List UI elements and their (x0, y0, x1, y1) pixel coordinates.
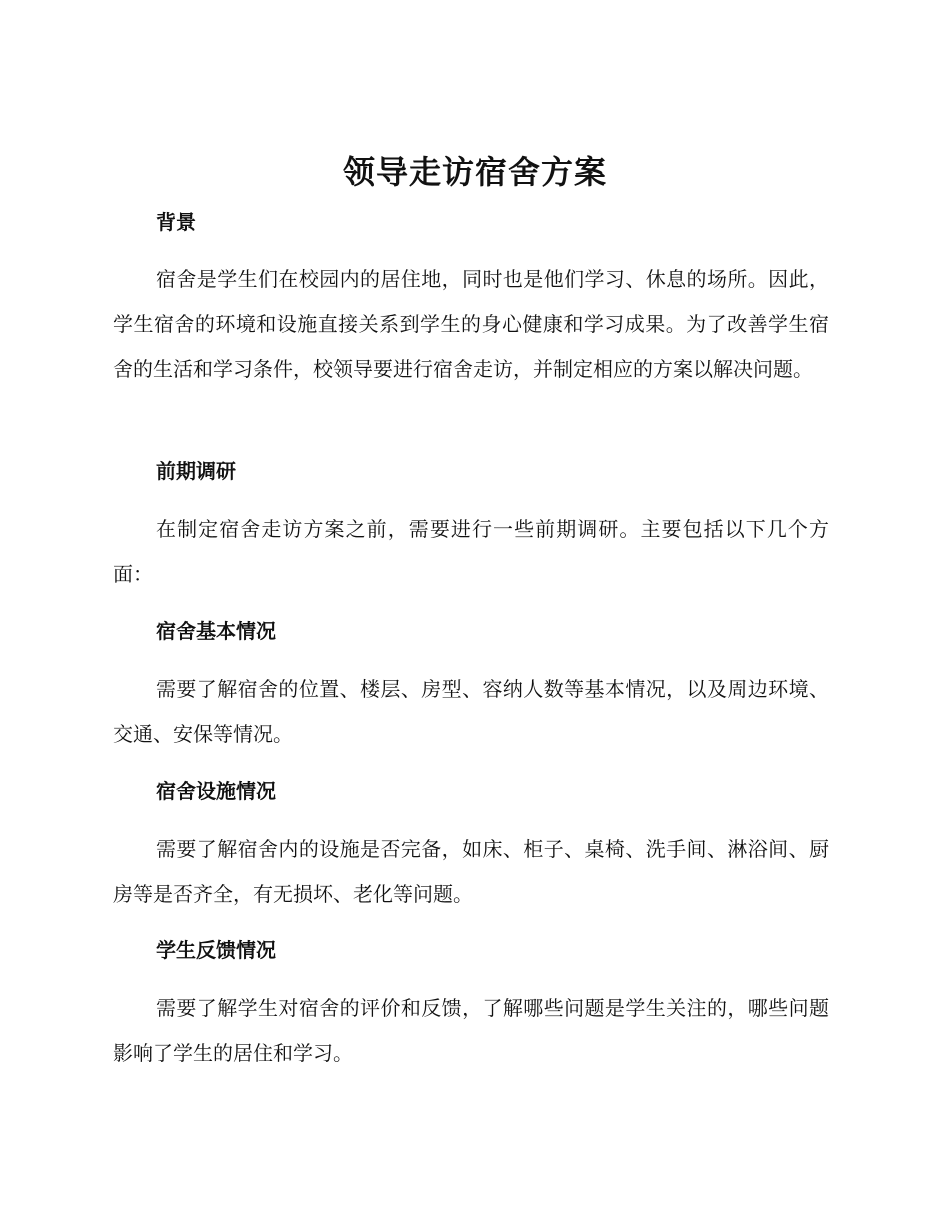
document-title: 领导走访宿舍方案 (342, 153, 607, 191)
section-paragraph-research: 在制定宿舍走访方案之前，需要进行一些前期调研。主要包括以下几个方面： (113, 517, 829, 586)
section-heading-facilities: 宿舍设施情况 (156, 779, 276, 803)
section-heading-feedback: 学生反馈情况 (156, 938, 276, 962)
section-heading-basic-info: 宿舍基本情况 (156, 619, 276, 643)
section-paragraph-feedback: 需要了解学生对宿舍的评价和反馈，了解哪些问题是学生关注的，哪些问题影响了学生的居住和学习。 (113, 996, 829, 1065)
section-paragraph-background: 宿舍是学生们在校园内的居住地，同时也是他们学习、休息的场所。因此，学生宿舍的环境和设施直接关系到学生的身心健康和学习成果。为了改善学生宿舍的生活和学习条件，校领导要进行宿舍走访，并制定相应的方案以解决问题。 (113, 267, 829, 381)
section-paragraph-basic-info: 需要了解宿舍的位置、楼层、房型、容纳人数等基本情况，以及周边环境、交通、安保等情况。 (113, 677, 829, 746)
section-heading-background: 背景 (156, 210, 196, 234)
section-paragraph-facilities: 需要了解宿舍内的设施是否完备，如床、柜子、桌椅、洗手间、淋浴间、厨房等是否齐全，有无损坏、老化等问题。 (113, 837, 829, 906)
section-heading-research: 前期调研 (156, 459, 236, 483)
